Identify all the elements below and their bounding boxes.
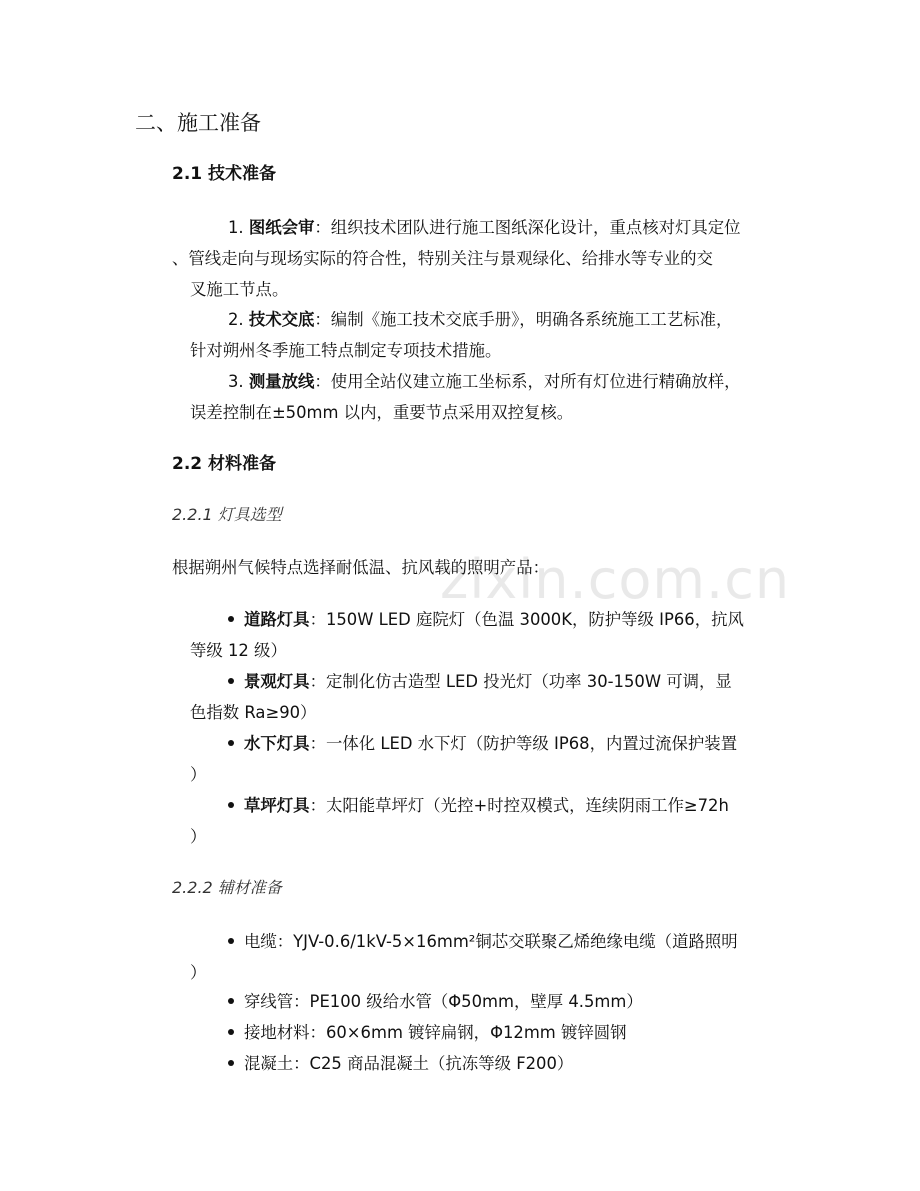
lamp-item-road: 道路灯具：150W LED 庭院灯（色温 3000K，防护等级 IP66，抗风 等级 12 级）	[190, 610, 744, 660]
aux-heading: 2.2.2 辅材准备	[172, 878, 282, 897]
section-title: 二、施工准备	[135, 111, 261, 135]
aux-item-cable: 电缆：YJV-0.6/1kV-5×16mm²铜芯交联聚乙烯绝缘电缆（道路照明 ）	[190, 932, 738, 982]
tech-item-1-line-1: 1. 图纸会审：组织技术团队进行施工图纸深化设计，重点核对灯具定位	[228, 218, 741, 237]
tech-item-1-term: 图纸会审	[248, 218, 315, 237]
tech-item-1-line-3: 叉施工节点。	[190, 280, 289, 299]
bullet-dot	[228, 1029, 234, 1035]
lamps-intro: 根据朔州气候特点选择耐低温、抗风载的照明产品：	[172, 558, 549, 577]
aux-item-concrete: 混凝土：C25 商品混凝土（抗冻等级 F200）	[172, 1048, 792, 1079]
lamp-item-term: 景观灯具	[244, 672, 310, 691]
lamp-item-underwater: 水下灯具：一体化 LED 水下灯（防护等级 IP68，内置过流保护装置 ）	[190, 734, 738, 784]
tech-item-3-term: 测量放线	[248, 372, 315, 391]
lamps-heading: 2.2.1 灯具选型	[172, 505, 282, 524]
tech-item-2-line-1: 2. 技术交底：编制《施工技术交底手册》，明确各系统施工工艺标准，	[228, 310, 733, 329]
tech-item-3-line-1: 3. 测量放线：使用全站仪建立施工坐标系，对所有灯位进行精确放样，	[228, 372, 741, 391]
bullet-dot	[228, 740, 234, 746]
bullet-dot	[228, 998, 234, 1004]
tech-item-3-line-2: 误差控制在±50mm 以内，重要节点采用双控复核。	[190, 403, 574, 422]
bullet-dot	[228, 678, 234, 684]
lamp-item-lawn: 草坪灯具：太阳能草坪灯（光控+时控双模式，连续阴雨工作≥72h ）	[190, 796, 729, 846]
material-heading: 2.2 材料准备	[172, 454, 277, 474]
aux-item-grounding: 接地材料：60×6mm 镀锌扁钢，Φ12mm 镀锌圆钢	[172, 1017, 792, 1048]
tech-item-2	[172, 304, 790, 366]
bullet-dot	[228, 802, 234, 808]
lamp-item-term: 道路灯具	[244, 610, 310, 629]
watermark: zixin.com.cn	[440, 548, 791, 611]
aux-item-conduit: 穿线管：PE100 级给水管（Φ50mm，壁厚 4.5mm）	[172, 986, 792, 1017]
tech-heading: 2.1 技术准备	[172, 164, 277, 184]
bullet-dot	[228, 938, 234, 944]
bullet-dot	[228, 616, 234, 622]
lamp-item-term: 水下灯具	[244, 734, 310, 753]
lamp-item-term: 草坪灯具	[244, 796, 310, 815]
tech-item-3	[172, 366, 790, 428]
tech-item-1-line-2: 、管线走向与现场实际的符合性，特别关注与景观绿化、给排水等专业的交	[172, 249, 713, 268]
tech-item-1	[172, 212, 790, 305]
lamp-item-landscape: 景观灯具：定制化仿古造型 LED 投光灯（功率 30-150W 可调，显 色指数 Ra≥90）	[190, 672, 732, 722]
tech-item-2-term: 技术交底	[248, 310, 315, 329]
tech-item-2-line-2: 针对朔州冬季施工特点制定专项技术措施。	[190, 341, 502, 360]
bullet-dot	[228, 1060, 234, 1066]
